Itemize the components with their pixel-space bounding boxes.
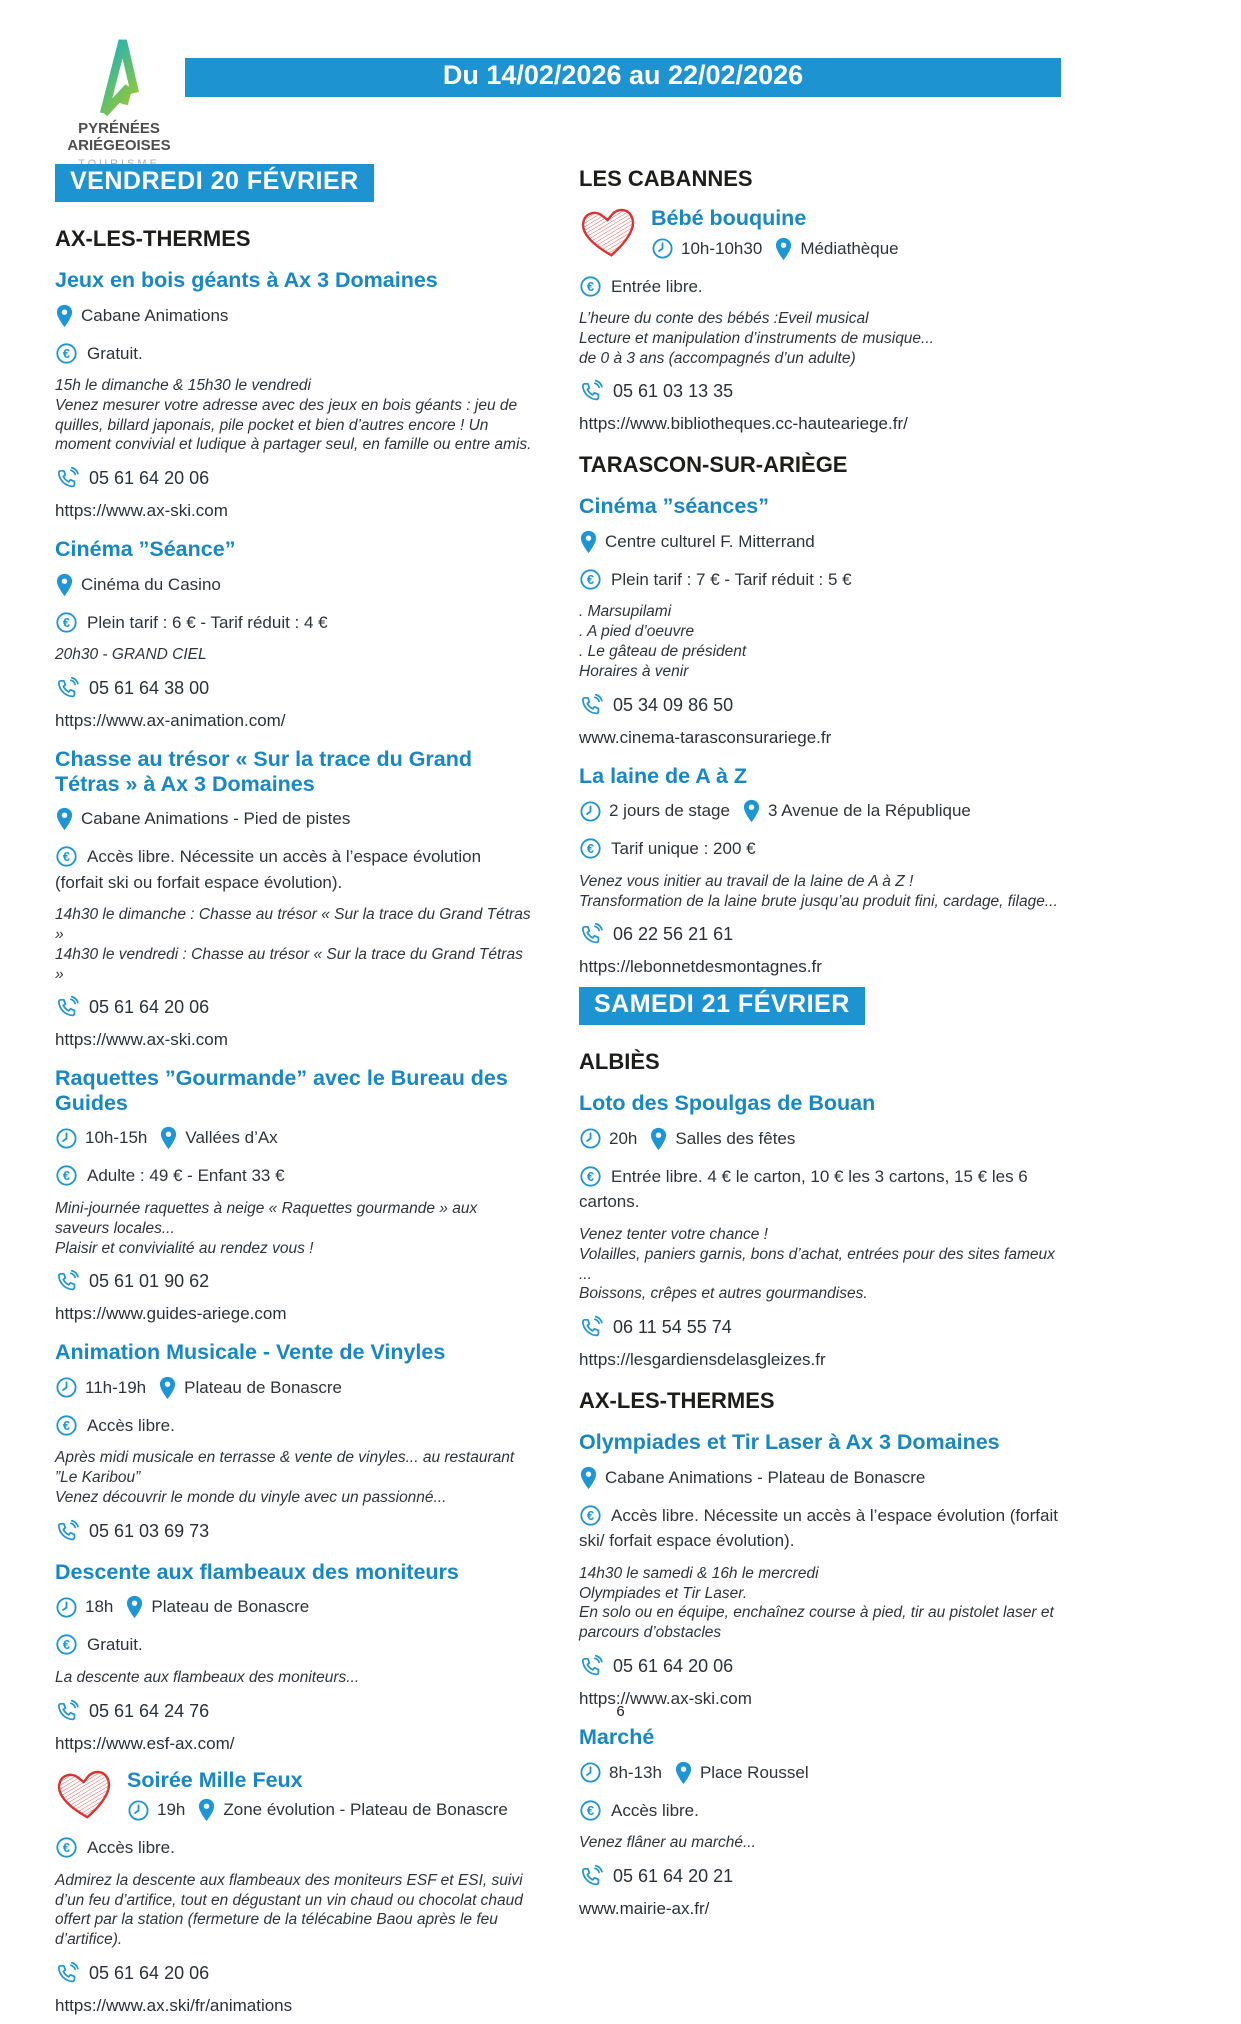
event xyxy=(579,1725,1061,1919)
svg-text:€: € xyxy=(62,1840,71,1856)
description-line: Transformation de la laine brute jusqu’au produit fini, cardage, filage... xyxy=(579,892,1058,910)
description-line: 14h30 le vendredi : Chasse au trésor « Sur la trace du Grand Tétras » xyxy=(55,945,523,983)
event-description xyxy=(55,1668,533,1688)
pin-icon xyxy=(55,304,74,328)
event-phone-number: 06 22 56 21 61 xyxy=(613,924,734,945)
clock-icon xyxy=(127,1799,150,1822)
event xyxy=(55,747,533,1050)
euro-icon xyxy=(55,1164,78,1187)
event-location: Médiathèque xyxy=(800,238,899,258)
logo-line2: ARIÉGEOISES xyxy=(67,137,171,155)
event-meta-row xyxy=(127,1798,520,1822)
event-location: 3 Avenue de la République xyxy=(767,801,971,821)
event xyxy=(55,1560,533,1754)
event-location: Cabane Animations xyxy=(81,305,229,325)
pin-icon xyxy=(742,799,761,823)
svg-text:€: € xyxy=(586,1507,595,1523)
phone-icon xyxy=(579,693,604,718)
event-title: Animation Musicale - Vente de Vinyles xyxy=(55,1340,446,1365)
event-time: 2 jours de stage xyxy=(609,801,730,821)
description-line: 14h30 le dimanche : Chasse au trésor « Sur la trace du Grand Tétras » xyxy=(55,906,531,943)
logo xyxy=(58,34,180,170)
event-location: Plateau de Bonascre xyxy=(184,1377,342,1397)
clock-icon xyxy=(55,1127,78,1150)
phone-icon xyxy=(579,1654,604,1679)
svg-text:€: € xyxy=(586,1802,595,1818)
event-description xyxy=(55,905,533,984)
svg-text:€: € xyxy=(62,1637,71,1653)
event-phone-row xyxy=(579,922,1061,947)
phone-icon xyxy=(55,995,80,1020)
event-phone-number: 05 61 64 20 21 xyxy=(613,1865,734,1886)
description-line: Olympiades et Tir Laser. xyxy=(579,1584,748,1602)
event-time: 19h xyxy=(157,1800,186,1820)
event-time: 11h-19h xyxy=(85,1377,147,1397)
euro-icon xyxy=(55,845,78,868)
clock-icon xyxy=(55,1376,78,1399)
event-price: Entrée libre. 4 € le carton, 10 € les 3 cartons, 15 € les 6 cartons. xyxy=(579,1166,1028,1212)
logo-mountain-icon xyxy=(58,34,180,120)
svg-text:€: € xyxy=(62,614,71,630)
right-column xyxy=(579,162,1061,2024)
event-url-link[interactable]: https://www.ax-ski.com xyxy=(55,1030,228,1050)
event-phone-number: 05 61 64 20 06 xyxy=(89,997,210,1018)
pin-icon xyxy=(649,1127,668,1151)
event-meta-row xyxy=(651,237,911,261)
event-phone-number: 05 61 03 13 35 xyxy=(613,381,734,402)
phone-icon xyxy=(579,922,604,947)
event xyxy=(55,1340,533,1543)
event-description xyxy=(579,1564,1061,1643)
event-price-row xyxy=(579,567,1061,593)
event-price: Gratuit. xyxy=(87,1635,143,1655)
description-line: Mini-journée raquettes à neige « Raquettes gourmande » aux saveurs locales... xyxy=(55,1199,478,1237)
phone-icon xyxy=(579,1315,604,1340)
description-line: Venez tenter votre chance ! xyxy=(579,1225,768,1243)
event-title: Marché xyxy=(579,1725,655,1750)
description-line: Plaisir et convivialité au rendez vous ! xyxy=(55,1239,314,1257)
event-price: Accès libre. xyxy=(87,1838,175,1858)
content xyxy=(55,162,1061,2024)
pin-icon xyxy=(55,807,74,831)
heart-icon xyxy=(579,206,639,260)
heart-block xyxy=(55,1768,533,1823)
clock-icon xyxy=(579,1761,602,1784)
event-url-link[interactable]: https://www.esf-ax.com/ xyxy=(55,1733,235,1753)
pin-icon xyxy=(579,1466,598,1490)
clock-icon xyxy=(55,1596,78,1619)
event-title: La laine de A à Z xyxy=(579,763,748,788)
svg-text:€: € xyxy=(62,345,71,361)
description-line: Venez vous initier au travail de la laine de A à Z ! xyxy=(579,872,914,890)
heart-right xyxy=(127,1768,520,1823)
event xyxy=(55,1768,533,2016)
euro-icon xyxy=(55,342,78,365)
description-line: 15h le dimanche & 15h30 le vendredi xyxy=(55,377,311,394)
event-url-link[interactable]: https://lebonnetdesmontagnes.fr xyxy=(579,957,822,977)
event-meta-row xyxy=(579,799,1061,823)
description-line: En solo ou en équipe, enchaînez course à pied, tir au pistolet laser et parcours d’obstacles xyxy=(579,1604,1054,1642)
event-phone-row xyxy=(579,693,1061,718)
event-price: Accès libre. Nécessite un accès à l’espace évolution (forfait ski/ forfait espace évolution). xyxy=(579,1505,1058,1551)
city-heading: LES CABANNES xyxy=(579,166,753,191)
event-time: 20h xyxy=(609,1128,638,1148)
event-phone-row xyxy=(55,676,533,701)
event-meta-row xyxy=(579,1466,1061,1490)
event-phone-row xyxy=(55,1269,533,1294)
event xyxy=(579,1430,1061,1709)
heart-block xyxy=(579,206,1061,261)
phone-icon xyxy=(55,466,80,491)
event-price: Plein tarif : 7 € - Tarif réduit : 5 € xyxy=(611,569,852,589)
event-url-link[interactable]: https://www.bibliotheques.cc-hauteariege.fr/ xyxy=(579,414,908,434)
clock-icon xyxy=(579,800,602,823)
event-url-link[interactable]: https://www.ax-ski.com xyxy=(579,1689,752,1709)
event-price-row xyxy=(55,610,533,636)
event-title: Cinéma ”séances” xyxy=(579,494,770,519)
event-phone-number: 05 61 64 20 06 xyxy=(89,1963,210,1984)
event-price-row xyxy=(579,274,1061,300)
event-title: Soirée Mille Feux xyxy=(127,1767,303,1792)
pin-icon xyxy=(774,237,793,261)
event-title: Loto des Spoulgas de Bouan xyxy=(579,1091,876,1116)
euro-icon xyxy=(579,275,602,298)
event-meta-row xyxy=(55,304,533,328)
event-time: 8h-13h xyxy=(609,1762,662,1782)
event-title: Cinéma ”Séance” xyxy=(55,537,236,562)
event-phone-number: 05 61 03 69 73 xyxy=(89,1520,210,1541)
phone-icon xyxy=(579,1864,604,1889)
event-description xyxy=(55,645,533,665)
svg-text:€: € xyxy=(62,849,71,865)
event-meta-row xyxy=(579,1761,1061,1785)
event-price: Adulte : 49 € - Enfant 33 € xyxy=(87,1166,285,1186)
event-title: Olympiades et Tir Laser à Ax 3 Domaines xyxy=(579,1430,1000,1455)
event-url-link[interactable]: https://lesgardiensdelasgleizes.fr xyxy=(579,1350,826,1370)
event-price-row xyxy=(55,1835,533,1861)
event-url-link[interactable]: www.mairie-ax.fr/ xyxy=(579,1898,710,1918)
svg-text:€: € xyxy=(586,841,595,857)
event-price: Accès libre. xyxy=(611,1800,699,1820)
clock-icon xyxy=(579,1127,602,1150)
event-location: Plateau de Bonascre xyxy=(151,1597,310,1617)
event-price: Tarif unique : 200 € xyxy=(611,839,756,859)
event xyxy=(579,764,1061,978)
event-price-row xyxy=(579,836,1061,862)
event-location: Zone évolution - Plateau de Bonascre xyxy=(223,1800,508,1820)
event-title: Jeux en bois géants à Ax 3 Domaines xyxy=(55,268,438,292)
event-price: Plein tarif : 6 € - Tarif réduit : 4 € xyxy=(87,612,328,632)
event-meta-row xyxy=(55,1595,533,1619)
event-meta-row xyxy=(579,530,1061,554)
event-phone-row xyxy=(55,1519,533,1544)
euro-icon xyxy=(55,1414,78,1437)
description-line: Venez découvrir le monde du vinyle avec un passionné... xyxy=(55,1489,447,1507)
phone-icon xyxy=(55,1519,80,1544)
event-phone-number: 06 11 54 55 74 xyxy=(613,1317,732,1338)
description-line: L’heure du conte des bébés :Eveil musical xyxy=(579,310,869,327)
event-phone-row xyxy=(579,1864,1061,1889)
event-price-row xyxy=(55,1632,533,1658)
event-price-row xyxy=(55,1163,533,1189)
event-price-row xyxy=(579,1164,1061,1215)
event-location: Centre culturel F. Mitterrand xyxy=(605,531,815,551)
event-time: 18h xyxy=(85,1597,114,1617)
phone-icon xyxy=(55,1269,80,1294)
euro-icon xyxy=(55,1836,78,1859)
event-description xyxy=(55,376,533,455)
event-location: Vallées d’Ax xyxy=(185,1128,278,1148)
event-meta-row xyxy=(55,573,533,597)
event xyxy=(55,537,533,731)
svg-text:€: € xyxy=(62,1417,71,1433)
event-url-link[interactable]: www.cinema-tarasconsurariege.fr xyxy=(579,727,832,747)
event-price: Accès libre. xyxy=(87,1415,175,1435)
description-line: . A pied d’oeuvre xyxy=(579,623,695,641)
event-phone-row xyxy=(579,1654,1061,1679)
euro-icon xyxy=(579,1165,602,1188)
event-location: Cabane Animations - Pied de pistes xyxy=(81,809,351,829)
phone-icon xyxy=(55,1961,80,1986)
event-price: Entrée libre. xyxy=(611,276,703,296)
description-line: Venez mesurer votre adresse avec des jeux en bois géants : jeu de quilles, billard japonais, pile pocket et bien d’autres encore ! Un moment convivial et ludique à partager seul, en famille ou entre amis. xyxy=(55,396,532,454)
city-heading: AX-LES-THERMES xyxy=(55,226,251,251)
city-heading: ALBIÈS xyxy=(579,1049,660,1075)
pin-icon xyxy=(159,1126,178,1150)
clock-icon xyxy=(651,237,674,260)
description-line: Venez flâner au marché... xyxy=(579,1834,756,1852)
event-location: Cabane Animations - Plateau de Bonascre xyxy=(605,1467,926,1487)
event-description xyxy=(579,1833,1061,1853)
heart-icon xyxy=(55,1768,115,1822)
description-line: . Marsupilami xyxy=(579,603,672,621)
event xyxy=(55,1066,533,1324)
event-meta-row xyxy=(55,1376,533,1400)
event-phone-number: 05 61 01 90 62 xyxy=(89,1271,210,1292)
svg-text:€: € xyxy=(586,571,595,587)
event-price-row xyxy=(55,844,533,895)
euro-icon xyxy=(579,1504,602,1527)
pin-icon xyxy=(158,1376,177,1400)
event-phone-row xyxy=(55,466,533,491)
svg-text:€: € xyxy=(62,1168,71,1184)
page-number: 6 xyxy=(616,1703,625,1720)
description-line: Horaires à venir xyxy=(579,662,689,680)
event-price-row xyxy=(579,1798,1061,1824)
event-title: Descente aux flambeaux des moniteurs xyxy=(55,1559,459,1584)
event-phone-number: 05 61 64 24 76 xyxy=(89,1700,210,1721)
event-price-row xyxy=(55,1413,533,1439)
event-time: 10h-15h xyxy=(85,1128,148,1148)
event-title: Chasse au trésor « Sur la trace du Grand Tétras » à Ax 3 Domaines xyxy=(55,747,473,796)
description-line: Boissons, crêpes et autres gourmandises. xyxy=(579,1285,868,1303)
description-line: Après midi musicale en terrasse & vente de vinyles... au restaurant ”Le Karibou” xyxy=(55,1449,515,1487)
event-price-row xyxy=(55,341,533,367)
event-price: Accès libre. Nécessite un accès à l’espace évolution (forfait ski ou forfait espace évolution). xyxy=(55,847,482,892)
svg-text:€: € xyxy=(586,278,595,294)
date-range-banner: Du 14/02/2026 au 22/02/2026 xyxy=(185,58,1061,97)
euro-icon xyxy=(579,837,602,860)
description-line: Volailles, paniers garnis, bons d’achat, entrées pour des sites fameux ... xyxy=(579,1245,1055,1283)
event-price-row xyxy=(579,1503,1061,1554)
description-line: . Le gâteau de président xyxy=(579,643,747,661)
event-url-link[interactable]: https://www.ax-ski.com xyxy=(55,501,228,521)
event-url-link[interactable]: https://www.ax-animation.com/ xyxy=(55,711,286,731)
pin-icon xyxy=(197,1798,216,1822)
heart-right xyxy=(651,206,911,261)
event-url-link[interactable]: https://www.ax.ski/fr/animations xyxy=(55,1996,293,2016)
pin-icon xyxy=(55,573,74,597)
event-title: Bébé bouquine xyxy=(651,206,807,230)
event-title: Raquettes ”Gourmande” avec le Bureau des Guides xyxy=(55,1066,508,1115)
day-banner: VENDREDI 20 FÉVRIER xyxy=(55,164,374,202)
event-location: Cinéma du Casino xyxy=(81,574,221,594)
description-line: La descente aux flambeaux des moniteurs... xyxy=(55,1668,360,1686)
city-heading: AX-LES-THERMES xyxy=(579,1388,775,1414)
event-phone-number: 05 34 09 86 50 xyxy=(613,694,734,715)
day-banner: SAMEDI 21 FÉVRIER xyxy=(579,987,865,1025)
logo-line1: PYRÉNÉES xyxy=(78,120,160,137)
description-line: Admirez la descente aux flambeaux des moniteurs ESF et ESI, suivi d’un feu d’artifice, tout en dégustant un vin chaud ou chocolat chaud offert par la station (fermeture de la télécabine Baou après le feu d’artifice). xyxy=(55,1871,523,1949)
event-phone-number: 05 61 64 20 06 xyxy=(89,468,210,489)
description-line: 20h30 - GRAND CIEL xyxy=(55,646,207,664)
phone-icon xyxy=(579,379,604,404)
description-line: de 0 à 3 ans (accompagnés d’un adulte) xyxy=(579,349,856,367)
event-phone-number: 05 61 64 38 00 xyxy=(89,678,210,699)
event-time: 10h-10h30 xyxy=(681,238,763,258)
description-line: Lecture et manipulation d’instruments de musique... xyxy=(579,329,934,347)
event-description xyxy=(55,1871,533,1950)
euro-icon xyxy=(55,1633,78,1656)
euro-icon xyxy=(579,1799,602,1822)
event-description xyxy=(579,602,1061,681)
event-phone-number: 05 61 64 20 06 xyxy=(613,1656,734,1677)
event-meta-row xyxy=(55,807,533,831)
city-heading: TARASCON-SUR-ARIÈGE xyxy=(579,452,848,478)
event xyxy=(579,206,1061,434)
event-meta-row xyxy=(579,1127,1061,1151)
event-meta-row xyxy=(55,1126,533,1150)
euro-icon xyxy=(55,611,78,634)
event-description xyxy=(579,872,1061,912)
event-phone-row xyxy=(55,1961,533,1986)
phone-icon xyxy=(55,676,80,701)
euro-icon xyxy=(579,568,602,591)
pin-icon xyxy=(579,530,598,554)
event-url-link[interactable]: https://www.guides-ariege.com xyxy=(55,1304,287,1324)
description-line: 14h30 le samedi & 16h le mercredi xyxy=(579,1564,819,1582)
event-description xyxy=(55,1199,533,1258)
event-phone-row xyxy=(579,1315,1061,1340)
event-description xyxy=(55,1448,533,1507)
event-phone-row xyxy=(579,379,1061,404)
event-description xyxy=(579,309,1061,368)
svg-text:€: € xyxy=(586,1168,595,1184)
pin-icon xyxy=(125,1595,144,1619)
event-price: Gratuit. xyxy=(87,343,143,363)
pin-icon xyxy=(674,1761,693,1785)
event-location: Salles des fêtes xyxy=(675,1128,796,1148)
event-phone-row xyxy=(55,995,533,1020)
event xyxy=(579,494,1061,747)
left-column xyxy=(55,162,533,2024)
event xyxy=(55,268,533,521)
event-location: Place Roussel xyxy=(699,1762,809,1782)
event-description xyxy=(579,1225,1061,1304)
event xyxy=(579,1091,1061,1370)
